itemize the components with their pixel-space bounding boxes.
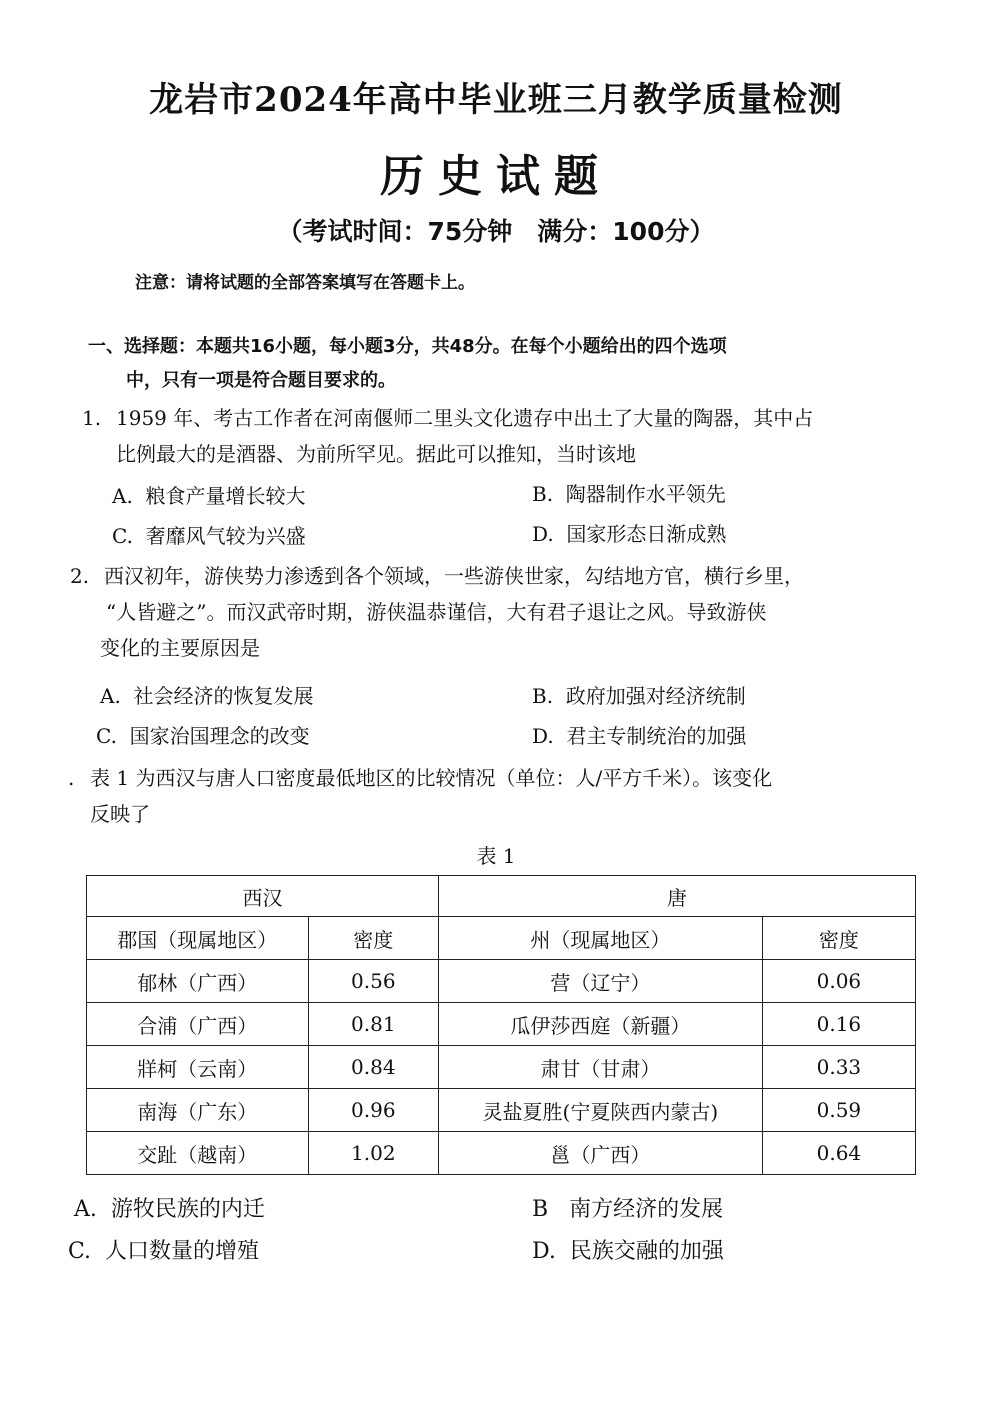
population-density-table — [86, 875, 916, 1175]
option-d: D. 君主专制统治的加强 — [532, 724, 747, 748]
option-d: D. 国家形态日渐成熟 — [532, 522, 727, 546]
question-number: . — [68, 766, 75, 790]
table-cell: 0.84 — [308, 1046, 438, 1089]
question-number: 1. — [82, 406, 102, 430]
option-a: A. 游牧民族的内迁 — [74, 1197, 265, 1222]
table-cell: 0.16 — [762, 1003, 915, 1046]
question-text-line1: 西汉初年，游侠势力渗透到各个领域，一些游侠世家，勾结地方官，横行乡里， — [104, 564, 804, 588]
option-c: C. 国家治国理念的改变 — [96, 724, 310, 748]
option-c: C. 人口数量的增殖 — [68, 1239, 260, 1264]
table-cell: 南海（广东） — [87, 1089, 309, 1132]
question-1 — [82, 400, 932, 472]
subject-title: 历史试题 — [380, 151, 612, 202]
table-cell: 0.56 — [308, 960, 438, 1003]
notice: 注意：请将试题的全部答案填写在答题卡上。 — [135, 273, 475, 293]
option-b: B. 陶器制作水平领先 — [532, 482, 726, 506]
section-heading — [88, 330, 928, 398]
exam-info: （考试时间：75分钟 满分：100分） — [277, 217, 715, 246]
question-2 — [70, 558, 940, 666]
option-d: D. 民族交融的加强 — [532, 1239, 724, 1264]
table-cell: 交趾（越南） — [87, 1132, 309, 1175]
table-group-header-row — [87, 876, 916, 917]
table-row — [87, 1003, 916, 1046]
option-c: C. 奢靡风气较为兴盛 — [112, 524, 306, 548]
option-a: A. 社会经济的恢复发展 — [100, 684, 314, 708]
question-text-line1: 表 1 为西汉与唐人口密度最低地区的比较情况（单位：人/平方千米）。该变化 — [90, 766, 773, 790]
section-heading-line2: 中，只有一项是符合题目要求的。 — [126, 370, 396, 391]
column-header: 州（现属地区） — [438, 917, 762, 960]
question-text-line2: 反映了 — [90, 802, 150, 826]
table-row — [87, 1132, 916, 1175]
table-cell: 0.33 — [762, 1046, 915, 1089]
column-header: 密度 — [762, 917, 915, 960]
table-cell: 灵盐夏胜(宁夏陕西内蒙古) — [438, 1089, 762, 1132]
table-cell: 牂柯（云南） — [87, 1046, 309, 1089]
column-header: 密度 — [308, 917, 438, 960]
table-cell: 营（辽宁） — [438, 960, 762, 1003]
column-header: 郡国（现属地区） — [87, 917, 309, 960]
question-text-line3: 变化的主要原因是 — [100, 636, 260, 660]
option-b: B 南方经济的发展 — [532, 1197, 724, 1222]
option-b: B. 政府加强对经济统制 — [532, 684, 746, 708]
table-cell: 1.02 — [308, 1132, 438, 1175]
question-text-line2: 比例最大的是酒器、为前所罕见。据此可以推知，当时该地 — [116, 442, 636, 466]
table-cell: 0.64 — [762, 1132, 915, 1175]
question-text-line2: “人皆避之”。而汉武帝时期，游侠温恭谨信，大有君子退让之风。导致游侠 — [106, 600, 767, 624]
table-caption: 表 1 — [476, 844, 516, 868]
exam-title: 龙岩市2024年高中毕业班三月教学质量检测 — [149, 80, 843, 120]
table-cell: 郁林（广西） — [87, 960, 309, 1003]
table-cell: 合浦（广西） — [87, 1003, 309, 1046]
question-number: 2. — [70, 564, 90, 588]
table-cell: 0.06 — [762, 960, 915, 1003]
table-cell: 0.96 — [308, 1089, 438, 1132]
question-text-line1: 1959 年、考古工作者在河南偃师二里头文化遗存中出土了大量的陶器，其中占 — [116, 406, 814, 430]
table-cell: 肃甘（甘肃） — [438, 1046, 762, 1089]
group-header-tang: 唐 — [438, 876, 915, 917]
group-header-western-han: 西汉 — [87, 876, 439, 917]
table-column-header-row — [87, 917, 916, 960]
table-row — [87, 1089, 916, 1132]
table-cell: 0.81 — [308, 1003, 438, 1046]
table-cell: 0.59 — [762, 1089, 915, 1132]
table-cell: 邕（广西） — [438, 1132, 762, 1175]
table-row — [87, 1046, 916, 1089]
table-row — [87, 960, 916, 1003]
question-3 — [68, 760, 936, 832]
section-heading-line1: 一、选择题：本题共16小题，每小题3分，共48分。在每个小题给出的四个选项 — [88, 336, 727, 357]
table-cell: 瓜伊莎西庭（新疆） — [438, 1003, 762, 1046]
option-a: A. 粮食产量增长较大 — [112, 484, 306, 508]
